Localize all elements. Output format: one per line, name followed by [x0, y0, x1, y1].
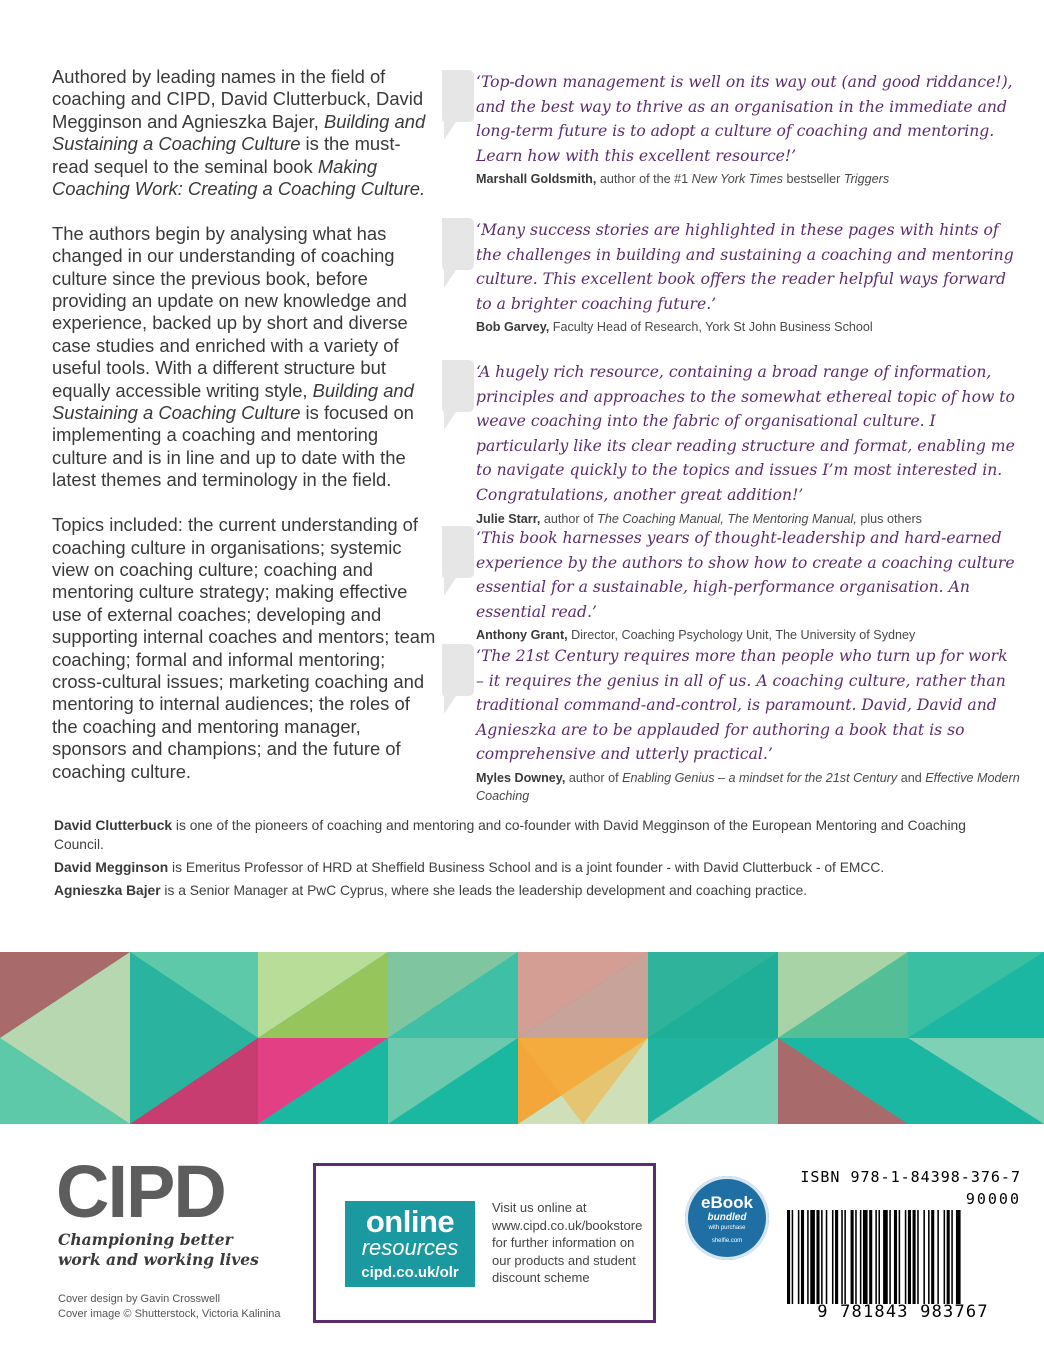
speech-bubble-icon	[440, 218, 474, 288]
barcode-bar	[787, 1210, 790, 1304]
book-description	[52, 66, 436, 805]
endorsement-5	[440, 644, 1020, 805]
endorsement-attribution: Anthony Grant, Director, Coaching Psychology Unit, The University of Sydney	[476, 628, 916, 643]
cipd-logo: CIPD	[56, 1150, 225, 1233]
barcode-bar	[917, 1210, 919, 1304]
cipd-tagline: Championing better work and working lives	[58, 1230, 259, 1269]
isbn-label: ISBN 978-1-84398-376-7	[800, 1168, 1021, 1186]
barcode-bar	[792, 1210, 794, 1304]
barcode-bar	[826, 1210, 828, 1304]
barcode-bar	[863, 1210, 868, 1304]
barcode-bar	[851, 1210, 854, 1304]
author-bio: David Clutterbuck is one of the pioneers of coaching and mentoring and co-founder with David Megginson of the European Mentoring and Coaching Council.	[54, 818, 966, 852]
barcode-bar	[905, 1210, 907, 1304]
author-bios	[54, 816, 984, 904]
speech-bubble-icon	[440, 70, 474, 140]
endorsement-3	[440, 360, 1020, 528]
description-paragraph-1: Authored by leading names in the field of coaching and CIPD, David Clutterbuck, David Megginson and Agnieszka Bajer, Building and Sustaining a Coaching Culture is the must-read sequel to the seminal book Making Coaching Work: Creating a Coaching Culture.	[52, 66, 426, 200]
cover-credits: Cover design by Gavin Crosswell Cover image © Shutterstock, Victoria Kalinina	[58, 1293, 281, 1320]
barcode-bar	[844, 1210, 846, 1304]
price-code: 90000	[965, 1190, 1021, 1208]
author-bio: David Megginson is Emeritus Professor of HRD at Sheffield Business School and is a joint founder - with David Clutterbuck - of EMCC.	[54, 860, 885, 875]
barcode-bar	[923, 1210, 925, 1304]
endorsement-attribution: Myles Downey, author of Enabling Genius – a mindset for the 21st Century and Effective Modern Coaching	[476, 770, 1020, 803]
barcode-bar	[798, 1210, 800, 1304]
online-resources-box	[313, 1163, 656, 1323]
barcode-bar	[944, 1210, 946, 1304]
endorsement-quote: ‘The 21st Century requires more than people who turn up for work – it requires the genius in all of us. A coaching culture, rather than traditional command-and-control, is paramount. David, David and Agnieszka are to be applauded for authoring a book that is so comprehensive and utterly practical.’	[476, 647, 1008, 764]
endorsement-quote: ‘This book harnesses years of thought-leadership and hard-earned experience by the authors to show how to create a coaching culture essential for a sustainable, high-performance organisation. An essential read.’	[476, 529, 1015, 621]
endorsement-quote: ‘Top-down management is well on its way out (and good riddance!), and the best way to thrive as an organisation in the immediate and long-term future is to adopt a culture of coaching and mentoring. Learn how with this excellent resource!’	[476, 73, 1013, 165]
bookstore-info: Visit us online at www.cipd.co.uk/bookstore for further information on our products and student discount scheme	[492, 1200, 643, 1285]
barcode-bar	[951, 1210, 953, 1304]
description-paragraph-3: Topics included: the current understanding of coaching culture in organisations; systemic view on coaching culture; coaching and mentoring culture strategy; making effective use of external coaches; developing and supporting internal coaches and mentors; team coaching; formal and informal mentoring; cross-cultural issues; marketing coaching and mentoring to internal audiences; the roles of the coaching and mentoring manager, sponsors and champions; and the future of coaching culture.	[52, 514, 436, 782]
barcode-bar	[841, 1210, 843, 1304]
barcode-bar	[801, 1210, 804, 1304]
online-resources-badge: online resources cipd.co.uk/olr	[345, 1201, 475, 1287]
barcode-bar	[832, 1210, 834, 1304]
endorsement-4	[440, 526, 1020, 644]
barcode-bar	[956, 1210, 961, 1304]
barcode-bar	[816, 1210, 819, 1304]
speech-bubble-icon	[440, 644, 474, 714]
barcode-digits: 9 781843 983767	[817, 1302, 989, 1322]
barcode-bar	[883, 1210, 888, 1304]
barcode-bar	[875, 1210, 877, 1304]
barcode-bar	[869, 1210, 872, 1304]
barcode-bar	[889, 1210, 891, 1304]
barcode-bar	[810, 1210, 815, 1304]
endorsement-attribution: Marshall Goldsmith, author of the #1 New York Times bestseller Triggers	[476, 172, 890, 187]
endorsement-attribution: Bob Garvey, Faculty Head of Research, York St John Business School	[476, 320, 873, 335]
geometric-pattern-band	[0, 952, 1044, 1124]
barcode-bar	[821, 1210, 823, 1304]
barcode-bar	[899, 1210, 901, 1304]
ebook-bundled-badge: eBook bundled with purchase shelfie.com	[685, 1176, 769, 1260]
speech-bubble-icon	[440, 360, 474, 430]
barcode-bar	[947, 1210, 950, 1304]
barcode-bar	[913, 1210, 916, 1304]
author-bio: Agnieszka Bajer is a Senior Manager at PwC Cyprus, where she leads the leadership development and coaching practice.	[54, 883, 808, 898]
barcode-bar	[807, 1210, 809, 1304]
speech-bubble-icon	[440, 526, 474, 596]
barcode-bar	[937, 1210, 939, 1304]
barcode-bar	[855, 1210, 857, 1304]
barcode-bar	[908, 1210, 911, 1304]
endorsement-2	[440, 218, 1020, 336]
endorsement-quote: ‘A hugely rich resource, containing a broad range of information, principles and approaches to the somewhat ethereal topic of how to weave coaching into the fabric of organisational culture. I particularly like its clear reading structure and format, enabling me to navigate quickly to the topics and issues I’m most interested in. Congratulations, another great addition!’	[476, 363, 1015, 504]
endorsement-quote: ‘Many success stories are highlighted in these pages with hints of the challenges in building and sustaining a coaching and mentoring culture. This excellent book offers the reader helpful ways forward to a brighter coaching future.’	[476, 221, 1014, 313]
barcode-bar	[835, 1210, 838, 1304]
barcode	[785, 1210, 1021, 1304]
barcode-bar	[878, 1210, 880, 1304]
description-paragraph-2: The authors begin by analysing what has changed in our understanding of coaching culture since the previous book, before providing an update on new knowledge and experience, backed up by short and diverse case studies and enriched with a variety of useful tools. With a different structure but equally accessible writing style, Building and Sustaining a Coaching Culture is focused on implementing a coaching and mentoring culture and is in line and up to date with the latest themes and terminology in the field.	[52, 222, 414, 491]
endorsement-1	[440, 70, 1020, 188]
barcode-bar	[928, 1210, 930, 1304]
barcode-bar	[860, 1210, 862, 1304]
endorsement-attribution: Julie Starr, author of The Coaching Manual, The Mentoring Manual, plus others	[476, 511, 922, 526]
barcode-bar	[894, 1210, 897, 1304]
barcode-bar	[931, 1210, 934, 1304]
